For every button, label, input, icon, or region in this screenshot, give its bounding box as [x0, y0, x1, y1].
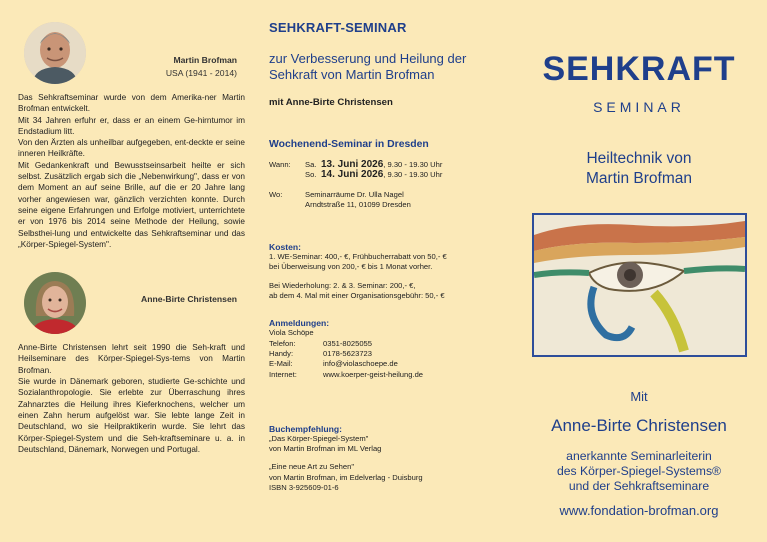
cover-teacher-name: Anne-Birte Christensen: [551, 416, 727, 435]
role-line: anerkannte Seminarleiterin: [566, 449, 712, 463]
books-label: Buchempfehlung:: [269, 423, 343, 434]
contact-mobile[interactable]: 0178-5623723: [323, 348, 372, 358]
eye-of-horus-image: [532, 213, 747, 357]
person2-bio-p1: Anne-Birte Christensen lehrt seit 1990 die Seh-kraft und Heilseminare des Körper-Spiegel-Sys-tems von Martin Brofman.: [18, 343, 245, 375]
costs-section: [269, 242, 501, 301]
where-lines: [305, 190, 411, 211]
book-publisher: von Martin Brofman, im Edelverlag - Duisburg: [269, 472, 423, 482]
contact-key: Handy:: [269, 348, 294, 358]
person2-bio-p2: Sie wurde in Dänemark geboren, studierte Ge-schichte und Sozialanthropologie. Sie erlebte zur Überraschung ihres Zahnarztes die Heilung ihres Kieferknochens, welcher um einen Zahn herum aufgelöst war. Sie lebte lange Zeit in Deutschland, wo sie Heilpraktikerin wurde. Sie lehrt das Körper-Spiegel-System und die Seh-kraftseminare u. a. in Deutschland, Dänemark, Norwegen und Portugal.: [18, 377, 245, 454]
where-line: Seminarräume Dr. Ulla Nagel: [305, 189, 404, 199]
date-time: , 9.30 - 19.30 Uhr: [383, 170, 443, 180]
bio-header-anne: [18, 272, 245, 338]
cover-with: Mit: [630, 389, 648, 404]
left-panel: [0, 0, 255, 542]
books-section: [269, 424, 501, 493]
cover-website-link[interactable]: www.fondation-brofman.org: [559, 503, 719, 518]
book-publisher: von Martin Brofman im ML Verlag: [269, 444, 382, 454]
person1-bio-p4: Mit Gedankenkraft und Bewusstseinsarbeit heilte er sich selbst. Zusätzlich ergab sich die „Nebenwirkung", dass er von dem Moment an auf seine Brille, auf die er 20 Jahre lang vorher angewiesen war, gänzlich verzichten konnte. Durch seine eigene Erfahrungen und Erfolge motiviert, unterrichtete er von 1976 bis 2014 seine Methode der Heilung, sowie Selbsthei-lung und entwickelte das Sehkraftseminar und das „Körper-Spiegel-System".: [18, 160, 245, 249]
contact-row: [269, 349, 501, 359]
contact-key: Telefon:: [269, 338, 296, 348]
seminar-title: SEHKRAFT-SEMINAR: [269, 20, 407, 35]
cover-technique: [511, 149, 767, 189]
contact-row: [269, 370, 501, 380]
date-value: 14. Juni 2026: [321, 169, 384, 181]
martin-brofman-photo: [24, 22, 86, 84]
book-title: „Das Körper-Spiegel-System": [269, 433, 369, 443]
role-line: des Körper-Spiegel-Systems®: [556, 464, 722, 478]
person1-bio-p3: Von den Ärzten als unheilbar aufgegeben, ent-deckte er seine inneren Heilkräfte.: [18, 138, 245, 159]
registration-label: Anmeldungen:: [269, 318, 330, 329]
book-title: „Eine neue Art zu Sehen": [269, 462, 355, 472]
book-isbn: ISBN 3-925609-01-6: [269, 483, 339, 493]
eye-of-horus-icon: [534, 215, 745, 355]
registration-name: Viola Schöpe: [269, 328, 314, 338]
person2-name: Anne-Birte Christensen: [141, 294, 237, 305]
repeat-line: Bei Wiederholung: 2. & 3. Seminar: 200,- €,: [269, 280, 416, 290]
date-line: [305, 170, 442, 180]
person2-bio: [18, 342, 245, 455]
contact-phone[interactable]: 0351-8025055: [323, 338, 372, 348]
contact-row: [269, 359, 501, 369]
cover-technique-line2: Martin Brofman: [586, 170, 692, 187]
registration-section: [269, 318, 501, 379]
role-line: und der Sehkraftseminare: [568, 479, 710, 493]
date-value: 13. Juni 2026: [321, 159, 384, 170]
cover-title: SEHKRAFT: [542, 50, 736, 88]
contact-email[interactable]: info@violaschoepe.de: [323, 359, 398, 369]
costs-line: 1. WE-Seminar: 400,- €, Frühbucherrabatt von 50,- €: [269, 252, 447, 262]
contact-row: [269, 339, 501, 349]
middle-panel: [255, 0, 511, 542]
date-day: So.: [305, 170, 317, 180]
when-dates: [305, 160, 442, 181]
contact-key: E-Mail:: [269, 359, 293, 369]
when-label: Wann:: [269, 160, 291, 169]
person1-name: Martin Brofman: [173, 55, 237, 65]
person1-years: USA (1941 - 2014): [165, 68, 237, 78]
contact-key: Internet:: [269, 369, 297, 379]
right-panel: [511, 0, 767, 542]
cover-technique-line1: Heiltechnik von: [586, 150, 692, 167]
event-heading: Wochenend-Seminar in Dresden: [269, 139, 429, 150]
where-line: Arndtstraße 11, 01099 Dresden: [305, 199, 411, 209]
costs-line: bei Überweisung von 200,- € bis 1 Monat vorher.: [269, 262, 433, 272]
person1-bio-p2: Mit 34 Jahren erfuhr er, dass er an einem Ge-hirntumor im Endstadium litt.: [18, 115, 245, 136]
person1-bio: [18, 92, 245, 250]
date-day: Sa.: [305, 160, 317, 169]
costs-label: Kosten:: [269, 242, 301, 253]
seminar-with: mit Anne-Birte Christensen: [269, 97, 393, 108]
bio-header-martin: [18, 22, 245, 88]
cover-teacher-role: [511, 449, 767, 494]
when-row: [269, 160, 501, 181]
seminar-subtitle: zur Verbesserung und Heilung der Sehkraft von Martin Brofman: [269, 51, 467, 82]
cover-subtitle: SEMINAR: [593, 99, 685, 115]
where-row: [269, 190, 501, 211]
contact-website[interactable]: www.koerper-geist-heilung.de: [323, 369, 424, 379]
anne-birte-christensen-photo: [24, 272, 86, 334]
person1-bio-p1: Das Sehkraftseminar wurde von dem Amerika-ner Martin Brofman entwickelt.: [18, 93, 245, 114]
date-time: , 9.30 - 19.30 Uhr: [383, 160, 443, 169]
where-label: Wo:: [269, 189, 283, 199]
repeat-line: ab dem 4. Mal mit einer Organisationsgebühr: 50,- €: [269, 291, 445, 301]
